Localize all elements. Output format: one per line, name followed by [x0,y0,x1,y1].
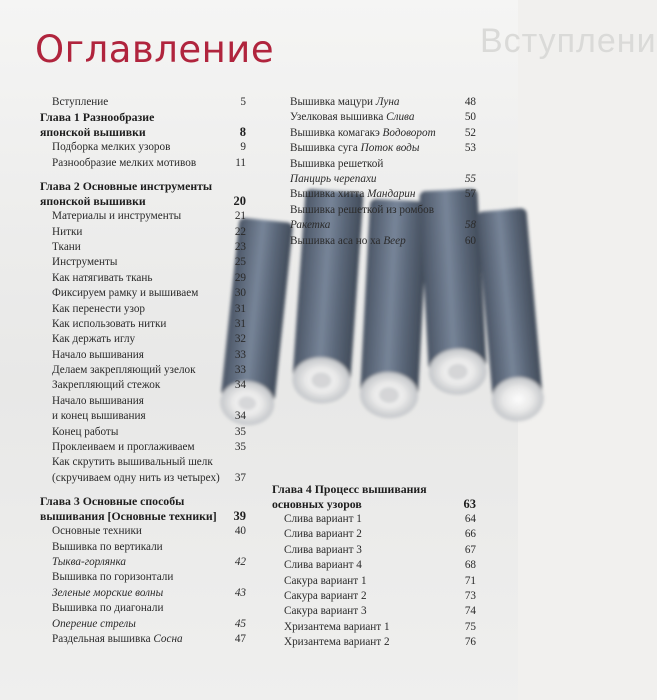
toc-entry [40,95,246,110]
toc-entry-title: основных узоров [272,497,362,511]
toc-page-number: 64 [464,513,476,525]
toc-page-number: 30 [234,287,246,300]
toc-entry-italic: Сосна [153,632,183,645]
toc-page-number: 74 [464,605,476,618]
toc-entry-title: Вышивка суга [290,142,361,155]
toc-entry-title: Сакура вариант 1 [284,574,367,587]
toc-entry [272,620,476,635]
toc-chapter-line [272,497,476,512]
toc-entry-title: Закрепляющий стежок [52,379,161,392]
toc-entry-title: Конец работы [52,425,119,438]
toc-entry-italic: Веер [383,234,406,247]
toc-page-number: 57 [464,188,476,201]
toc-entry [272,604,476,619]
toc-page-number: 35 [234,425,246,438]
ghost-heading: Вступлени [480,22,657,60]
toc-entry-title: Вышивка по горизонтали [52,571,174,584]
toc-entry-title: Ткани [52,240,81,253]
toc-entry-title: Нитки [52,225,83,238]
toc-entry [40,524,246,539]
toc-entry-title: японской вышивки [40,194,146,209]
toc-entry [40,378,246,393]
toc-entry-italic: Луна [375,96,400,108]
toc-entry [40,425,246,440]
toc-page-number: 55 [464,172,476,185]
toc-entry-title: Как использовать нитки [52,317,167,330]
toc-entry [278,157,476,172]
toc-spacer [40,486,246,494]
toc-entry-title: Вышивка решеткой из ромбов [290,203,434,216]
toc-page-number: 40 [234,525,246,538]
toc-entry [40,332,246,347]
toc-page-number: 47 [234,632,246,645]
toc-page-number: 75 [464,620,476,633]
toc-entry-title: Как скрутить вышивальный шелк [52,456,213,469]
toc-entry-title: Глава 2 Основные инструменты [40,179,213,194]
toc-page-number: 31 [234,302,246,315]
toc-entry [40,394,246,409]
toc-page-number: 33 [234,348,246,361]
toc-column-right-bottom [272,482,476,651]
toc-page-number: 60 [464,234,476,247]
toc-chapter-line [40,125,246,140]
toc-page-number: 34 [234,379,246,392]
toc-entry [40,286,246,301]
toc-page-number: 52 [464,126,476,139]
toc-entry-title: Сакура вариант 3 [284,605,367,618]
toc-chapter-line [272,482,476,497]
toc-chapter-line [40,494,246,509]
toc-entry-title: Оперение стрелы [52,617,136,630]
toc-page-number: 43 [234,586,246,599]
toc-entry-title: Зеленые морские волны [52,586,164,599]
toc-entry [40,555,246,570]
toc-entry-italic: Водоворот [382,126,436,139]
toc-entry [40,601,246,616]
toc-chapter-line [40,110,246,125]
toc-entry [278,126,476,141]
toc-page-number: 33 [234,364,246,377]
toc-entry-title: Как перенести узор [52,302,146,315]
toc-entry [40,632,246,647]
toc-entry-title: Начало вышивания [52,348,144,361]
toc-entry [40,363,246,378]
toc-entry-italic: Поток воды [360,142,420,155]
toc-entry-title: Узелковая вышивка [290,111,387,124]
toc-entry [40,240,246,255]
toc-page-number: 73 [464,589,476,602]
toc-entry-title: Разнообразие мелких мотивов [52,156,197,169]
toc-entry [40,302,246,317]
toc-entry [278,141,476,156]
toc-page-number: 45 [234,617,246,630]
toc-entry-title: Основные техники [52,525,142,538]
toc-page-number: 25 [234,256,246,269]
toc-entry-title: Слива вариант 3 [284,543,362,556]
toc-entry-title: Раздельная вышивка [52,632,154,645]
toc-entry [278,234,476,249]
toc-entry [40,455,246,470]
toc-entry [40,140,246,155]
toc-entry [40,440,246,455]
toc-page-number: 22 [234,225,246,238]
toc-chapter-line [40,194,246,209]
toc-entry [272,589,476,604]
toc-page-number: 8 [239,125,246,140]
toc-entry-title: Слива вариант 4 [284,559,362,572]
toc-entry [40,586,246,601]
toc-entry [40,471,246,486]
toc-entry-title: Слива вариант 1 [284,513,362,525]
toc-page-number: 37 [234,471,246,484]
toc-entry-title: Вышивка аса но ха [290,234,384,247]
toc-entry-title: и конец вышивания [52,410,146,423]
toc-column-left [40,95,246,647]
toc-page-number: 35 [234,441,246,454]
toc-page-number: 21 [234,210,246,223]
toc-entry-title: Проклеиваем и проглаживаем [52,441,195,454]
toc-entry-title: (скручиваем одну нить из четырех) [52,471,220,484]
toc-entry-title: японской вышивки [40,125,146,140]
toc-entry-title: Вышивка решеткой [290,157,384,170]
toc-entry-title: Начало вышивания [52,394,144,407]
toc-page-number: 58 [464,219,476,232]
toc-entry [278,95,476,110]
toc-entry-title: Сакура вариант 2 [284,589,367,602]
toc-page-number: 32 [234,333,246,346]
toc-page-number: 48 [464,96,476,108]
toc-entry-title: Вступление [52,96,109,108]
toc-page-number: 76 [464,636,476,649]
toc-page-number: 67 [464,543,476,556]
toc-entry [40,209,246,224]
toc-page-number: 9 [240,141,246,154]
toc-entry-italic: Слива [386,111,415,124]
toc-chapter-line [40,179,246,194]
toc-entry [40,317,246,332]
toc-chapter-line [40,509,246,524]
toc-entry-title: Вышивка мацури [290,96,376,108]
toc-entry [272,543,476,558]
toc-page-number: 53 [464,142,476,155]
toc-entry [40,570,246,585]
toc-entry-title: Вышивка комагакэ [290,126,383,139]
toc-column-right-top [278,95,476,249]
toc-entry [272,558,476,573]
toc-page-number: 23 [234,240,246,253]
page-title: Оглавление [35,28,275,71]
toc-entry-title: Вышивка по диагонали [52,602,164,615]
toc-entry-title: Ракетка [290,219,331,232]
toc-entry-title: Как держать иглу [52,333,136,346]
toc-entry [40,156,246,171]
toc-entry-title: Вышивка хитта [290,188,368,201]
toc-page-number: 66 [464,528,476,541]
toc-entry [272,635,476,650]
toc-page-number: 31 [234,317,246,330]
toc-entry [278,218,476,233]
toc-page-number: 5 [240,96,246,108]
toc-entry [40,255,246,270]
toc-entry [272,512,476,527]
toc-page-number: 68 [464,559,476,572]
toc-entry [40,617,246,632]
toc-page-number: 29 [234,271,246,284]
toc-entry-title: Подборка мелких узоров [52,141,171,154]
toc-entry-title: Вышивка по вертикали [52,540,163,553]
toc-page-number: 63 [463,497,476,511]
toc-entry [278,110,476,125]
toc-entry [40,271,246,286]
toc-entry-title: Материалы и инструменты [52,210,182,223]
toc-entry-title: Хризантема вариант 2 [284,636,390,649]
toc-entry [278,187,476,202]
toc-page-number: 20 [233,194,246,209]
toc-entry-title: Инструменты [52,256,118,269]
toc-entry-title: Тыква-горлянка [52,555,127,568]
toc-entry-title: Глава 4 Процесс вышивания [272,482,427,496]
toc-entry-title: Фиксируем рамку и вышиваем [52,287,199,300]
toc-page-number: 39 [233,509,246,524]
toc-entry-title: Глава 1 Разнообразие [40,110,155,125]
toc-page-number: 50 [464,111,476,124]
toc-entry [40,225,246,240]
toc-spacer [40,171,246,179]
toc-entry-title: Хризантема вариант 1 [284,620,390,633]
toc-page-number: 42 [234,555,246,568]
toc-entry-title: Глава 3 Основные способы [40,494,185,509]
toc-page-number: 34 [234,410,246,423]
toc-entry [278,172,476,187]
toc-entry [40,540,246,555]
toc-entry [272,574,476,589]
toc-entry-title: Панцирь черепахи [290,172,377,185]
toc-entry [40,409,246,424]
toc-entry-title: Делаем закрепляющий узелок [52,364,196,377]
toc-entry-title: Слива вариант 2 [284,528,362,541]
toc-entry [278,203,476,218]
toc-page-number: 11 [235,156,246,169]
toc-entry [40,348,246,363]
toc-entry-title: вышивания [Основные техники] [40,509,217,524]
toc-page-number: 71 [464,574,476,587]
toc-entry-title: Как натягивать ткань [52,271,153,284]
toc-entry [272,527,476,542]
toc-entry-italic: Мандарин [367,188,416,201]
